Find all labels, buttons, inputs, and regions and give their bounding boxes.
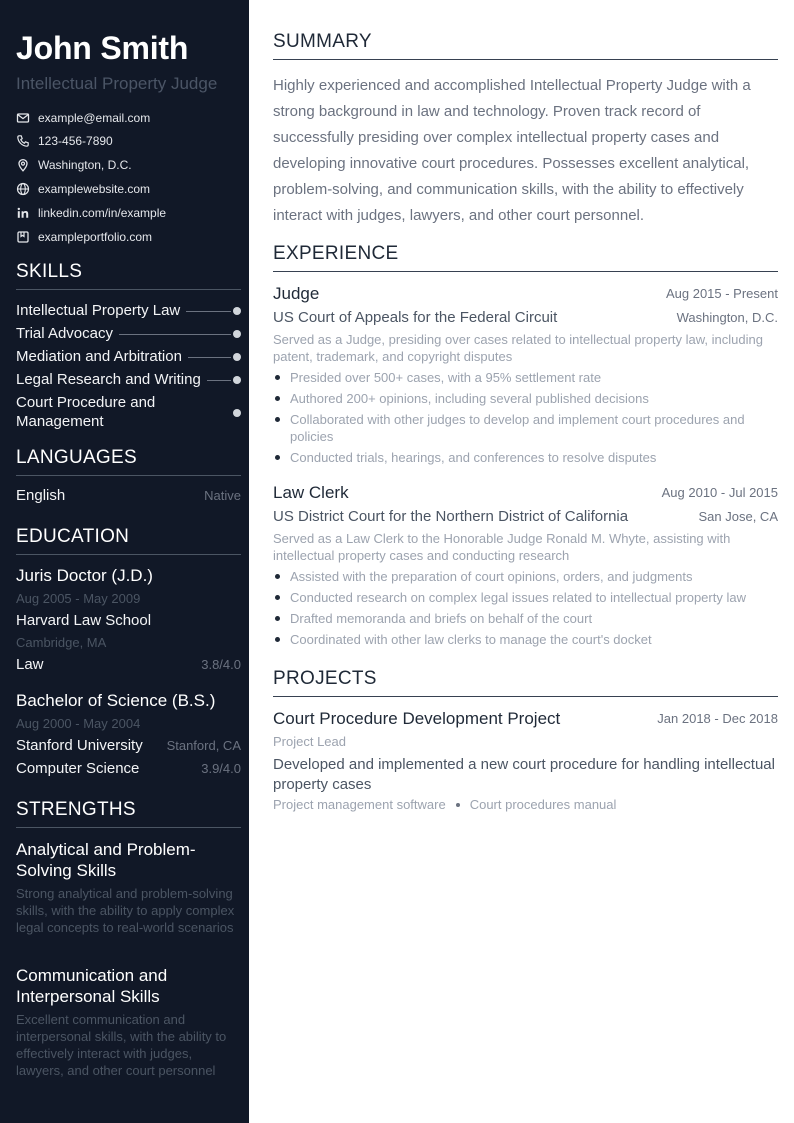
job-dates: Aug 2010 - Jul 2015 xyxy=(661,485,778,500)
education-school-row xyxy=(16,612,241,632)
language-level: Native xyxy=(204,488,241,503)
strength-title: Communication and Interpersonal Skills xyxy=(16,966,168,1006)
education-school: Harvard Law School xyxy=(16,612,152,629)
education-gpa: 3.8/4.0 xyxy=(201,657,241,672)
project-tools xyxy=(273,797,616,812)
education-degree: Juris Doctor (J.D.) xyxy=(16,566,153,585)
skill-label: Legal Research and Writing xyxy=(16,370,207,390)
language-name: English xyxy=(16,487,66,504)
project-dates: Jan 2018 - Dec 2018 xyxy=(657,711,778,726)
summary-text: Highly experienced and accomplished Intellectual Property Judge with a strong background in law and technology. Proven track record of successfully presiding over complex intellectual property cases and developing innovative court procedures. Possesses excellent analytical, problem-solving, and communication skills, with the ability to effectively interact with judges, lawyers, and other court personnel. xyxy=(273,77,751,224)
skills-heading: SKILLS xyxy=(16,261,241,290)
education-school-row xyxy=(16,737,241,757)
contact-email-text: example@email.com xyxy=(38,111,151,125)
education-heading: EDUCATION xyxy=(16,526,241,555)
education-location: Cambridge, MA xyxy=(16,635,107,650)
job-title: Law Clerk xyxy=(273,483,349,502)
languages-heading: LANGUAGES xyxy=(16,447,241,476)
projects-heading: PROJECTS xyxy=(273,668,778,697)
skill-label: Court Procedure and Management xyxy=(16,393,197,431)
skill-dot xyxy=(233,307,241,315)
contact-linkedin-text: linkedin.com/in/example xyxy=(38,206,167,220)
job-bullets xyxy=(273,568,778,652)
contact-phone[interactable] xyxy=(16,131,113,151)
mail-icon xyxy=(16,111,30,125)
portfolio-icon xyxy=(16,230,30,244)
strengths-heading: STRENGTHS xyxy=(16,799,241,828)
job-bullet: Coordinated with other law clerks to manage the court's docket xyxy=(273,631,778,648)
contact-location xyxy=(16,155,132,175)
contact-location-text: Washington, D.C. xyxy=(38,158,132,172)
bullet-separator xyxy=(456,803,460,807)
job-bullet: Conducted trials, hearings, and conferences to resolve disputes xyxy=(273,449,778,466)
education-gpa: 3.9/4.0 xyxy=(201,761,241,776)
skill-dot xyxy=(233,409,241,417)
skill-item xyxy=(16,324,241,344)
summary-heading: SUMMARY xyxy=(273,31,778,60)
strength-description: Strong analytical and problem-solving skills, with the ability to apply complex legal concepts to real-world scenarios xyxy=(16,886,235,935)
map-pin-icon xyxy=(16,158,30,172)
globe-icon xyxy=(16,182,30,196)
education-location: Stanford, CA xyxy=(166,738,241,753)
job-bullet: Assisted with the preparation of court opinions, orders, and judgments xyxy=(273,568,778,585)
skill-dot xyxy=(233,353,241,361)
project-title: Court Procedure Development Project xyxy=(273,709,561,728)
project-role: Project Lead xyxy=(273,734,346,749)
project-tool: Project management software xyxy=(273,797,446,812)
sidebar xyxy=(0,0,249,1123)
candidate-title: Intellectual Property Judge xyxy=(16,74,218,93)
job-bullet: Authored 200+ opinions, including several published decisions xyxy=(273,390,778,407)
skill-item xyxy=(16,393,241,433)
job-bullets xyxy=(273,369,778,470)
skill-dot xyxy=(233,376,241,384)
contact-website[interactable] xyxy=(16,179,150,199)
skill-dot xyxy=(233,330,241,338)
job-bullet: Drafted memoranda and briefs on behalf of the court xyxy=(273,610,778,627)
main-content xyxy=(249,0,794,1123)
education-school: Stanford University xyxy=(16,737,143,754)
strength-description: Excellent communication and interpersonal skills, with the ability to effectively interact with judges, lawyers, and other court personnel xyxy=(16,1012,227,1078)
job-location: Washington, D.C. xyxy=(676,310,778,325)
contact-linkedin[interactable] xyxy=(16,203,166,223)
job-description: Served as a Law Clerk to the Honorable Judge Ronald M. Whyte, assisting with intellectual property cases and conducting research xyxy=(273,531,731,563)
job-description: Served as a Judge, presiding over cases related to intellectual property law, including patent, trademark, and copyright disputes xyxy=(273,332,763,364)
skill-label: Trial Advocacy xyxy=(16,324,119,344)
contact-email[interactable] xyxy=(16,108,150,128)
project-tool: Court procedures manual xyxy=(469,797,617,812)
project-description: Developed and implemented a new court procedure for handling intellectual property cases xyxy=(273,756,775,793)
job-organization: US District Court for the Northern District of California xyxy=(273,508,629,525)
education-dates: Aug 2005 - May 2009 xyxy=(16,591,141,606)
job-dates: Aug 2015 - Present xyxy=(665,286,778,301)
language-item xyxy=(16,487,241,507)
skill-item xyxy=(16,370,241,390)
experience-heading: EXPERIENCE xyxy=(273,243,778,272)
education-field-row xyxy=(16,760,241,780)
education-dates: Aug 2000 - May 2004 xyxy=(16,716,141,731)
job-bullet: Presided over 500+ cases, with a 95% settlement rate xyxy=(273,369,778,386)
phone-icon xyxy=(16,134,30,148)
skill-label: Mediation and Arbitration xyxy=(16,347,188,367)
contact-phone-text: 123-456-7890 xyxy=(38,134,113,148)
job-bullet: Conducted research on complex legal issues related to intellectual property law xyxy=(273,589,778,606)
education-field-row xyxy=(16,656,241,676)
skill-label: Intellectual Property Law xyxy=(16,301,186,321)
education-field: Law xyxy=(16,656,44,673)
contact-portfolio-text: exampleportfolio.com xyxy=(38,230,153,244)
strength-title: Analytical and Problem-Solving Skills xyxy=(16,840,196,880)
job-location: San Jose, CA xyxy=(698,509,778,524)
job-title: Judge xyxy=(273,284,320,303)
contact-website-text: examplewebsite.com xyxy=(38,182,151,196)
skill-item xyxy=(16,301,241,321)
skill-item xyxy=(16,347,241,367)
contact-portfolio[interactable] xyxy=(16,227,152,247)
candidate-name: John Smith xyxy=(16,30,189,66)
linkedin-icon xyxy=(16,206,30,220)
education-field: Computer Science xyxy=(16,760,140,777)
job-organization: US Court of Appeals for the Federal Circuit xyxy=(273,309,558,326)
education-degree: Bachelor of Science (B.S.) xyxy=(16,691,216,710)
job-bullet: Collaborated with other judges to develop and implement court procedures and policies xyxy=(273,411,778,445)
